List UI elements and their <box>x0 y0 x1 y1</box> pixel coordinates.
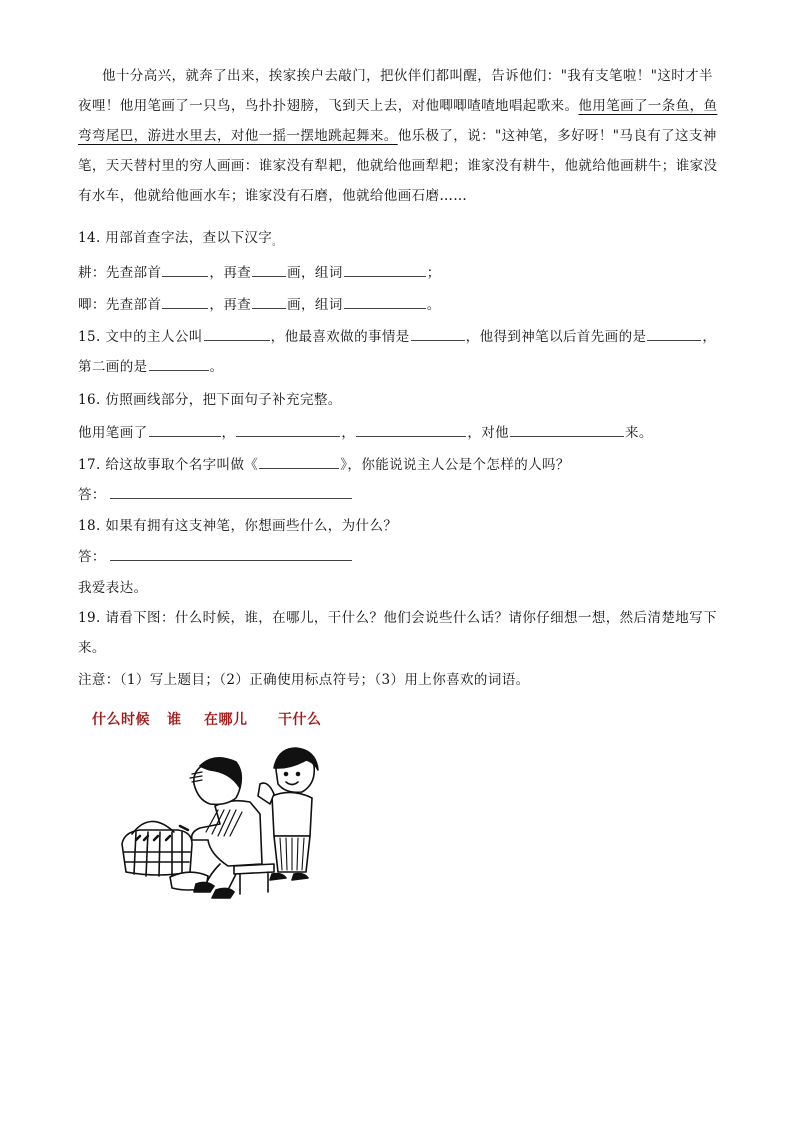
first-drawing-blank[interactable] <box>647 326 701 341</box>
row-text: 画，组词 <box>287 265 343 281</box>
stroke-count-blank[interactable] <box>252 294 286 309</box>
q15-text: ，他最喜欢做的事情是 <box>270 329 410 345</box>
question-14-period: 。 <box>272 238 282 248</box>
q15-text: ，他得到神笔以后首先画的是 <box>465 329 647 345</box>
answer-label: 答： <box>78 487 106 503</box>
question-18-answer <box>78 546 353 567</box>
q16-text: ，对他 <box>467 425 510 441</box>
label-who: 谁 <box>167 712 182 728</box>
passage-line-2-text: 夜哩！他用笔画了一只鸟，鸟扑扑翅膀，飞到天上去，对他唧唧喳喳地唱起歌来。 <box>78 98 579 114</box>
passage-line-3 <box>78 126 717 146</box>
question-14-row-geng <box>78 262 441 283</box>
q16-text: ， <box>221 425 236 441</box>
question-16-sentence <box>78 422 653 443</box>
passage-line-4: 笔，天天替村里的穷人画画：谁家没有犁耙，他就给他画犁耙；谁家没有耕牛，他就给他画耕牛；谁家没 <box>78 158 718 174</box>
q15-text: ， <box>702 329 717 345</box>
imitation-blank-2[interactable] <box>236 422 340 437</box>
story-title-blank[interactable] <box>259 454 339 469</box>
row-text: ，再查 <box>209 297 252 313</box>
row-text: ； <box>426 265 441 281</box>
row-text: 先查部首 <box>105 265 162 281</box>
q16-text: 他用笔画了 <box>78 425 148 441</box>
q17-text: 》，你能说说主人公是个怎样的人吗？ <box>340 457 570 473</box>
imitation-blank-1[interactable] <box>149 422 221 437</box>
imitation-blank-4[interactable] <box>510 422 624 437</box>
question-15-line-2 <box>78 356 223 377</box>
passage-line-2 <box>78 96 717 116</box>
question-14-row-ji <box>78 294 441 315</box>
answer-label: 答： <box>78 549 106 565</box>
radical-blank[interactable] <box>162 294 208 309</box>
q15-text: 。 <box>209 359 224 375</box>
question-17-answer <box>78 484 353 505</box>
label-what: 干什么 <box>278 712 322 728</box>
q15-text: 第二画的是 <box>78 359 148 375</box>
question-14-prompt: 14. 用部首查字法，查以下汉字 <box>78 230 273 246</box>
question-15 <box>78 326 716 347</box>
stroke-count-blank[interactable] <box>252 262 286 277</box>
label-when: 什么时候 <box>92 712 150 728</box>
row-text: ，再查 <box>209 265 252 281</box>
char-label: 唧： <box>78 297 106 313</box>
q17-text: 17. 给这故事取个名字叫做《 <box>78 457 259 473</box>
row-text: 。 <box>426 297 441 313</box>
protagonist-blank[interactable] <box>204 326 270 341</box>
question-19-line-1: 19. 请看下图：什么时候，谁，在哪儿，干什么？他们会说些什么话？请你仔细想一想，然后清楚地写下 <box>78 610 717 626</box>
question-19-note: 注意：（1）写上题目；（2）正确使用标点符号；（3）用上你喜欢的词语。 <box>78 672 530 688</box>
answer-line[interactable] <box>110 484 352 499</box>
radical-blank[interactable] <box>162 262 208 277</box>
q16-text: 来。 <box>625 425 653 441</box>
passage-line-5: 有水车，他就给他画水车；谁家没有石磨，他就给他画石磨…… <box>78 188 468 204</box>
char-label: 耕： <box>78 265 106 281</box>
q16-text: ， <box>341 425 356 441</box>
word-blank[interactable] <box>344 294 426 309</box>
answer-line[interactable] <box>110 546 352 561</box>
row-text: 画，组词 <box>287 297 343 313</box>
section-title: 我爱表达。 <box>78 580 148 596</box>
q15-text: 15. 文中的主人公叫 <box>78 329 203 345</box>
question-16-prompt: 16. 仿照画线部分，把下面句子补充完整。 <box>78 392 342 408</box>
hobby-blank[interactable] <box>411 326 465 341</box>
passage-line-1: 他十分高兴，就奔了出来，挨家挨户去敲门，把伙伴们都叫醒，告诉他们："我有支笔啦！"这时才半 <box>102 68 713 84</box>
question-18-prompt: 18. 如果有拥有这支神笔，你想画些什么，为什么？ <box>78 518 398 534</box>
imitation-blank-3[interactable] <box>356 422 466 437</box>
question-19-line-2: 来。 <box>78 640 106 656</box>
underlined-sentence-part-1: 他用笔画了一条鱼，鱼 <box>578 98 718 114</box>
child-combing-grandfather-hair-icon <box>110 744 340 900</box>
underlined-sentence-part-2: 弯弯尾巴，游进水里去，对他一摇一摆地跳起舞来。 <box>78 128 398 144</box>
question-17 <box>78 454 570 475</box>
row-text: 先查部首 <box>105 297 162 313</box>
label-where: 在哪儿 <box>204 712 248 728</box>
second-drawing-blank[interactable] <box>149 356 209 371</box>
passage-line-3-text: 他乐极了，说："这神笔，多好呀！"马良有了这支神 <box>397 128 717 144</box>
question-14 <box>78 228 282 253</box>
word-blank[interactable] <box>344 262 426 277</box>
